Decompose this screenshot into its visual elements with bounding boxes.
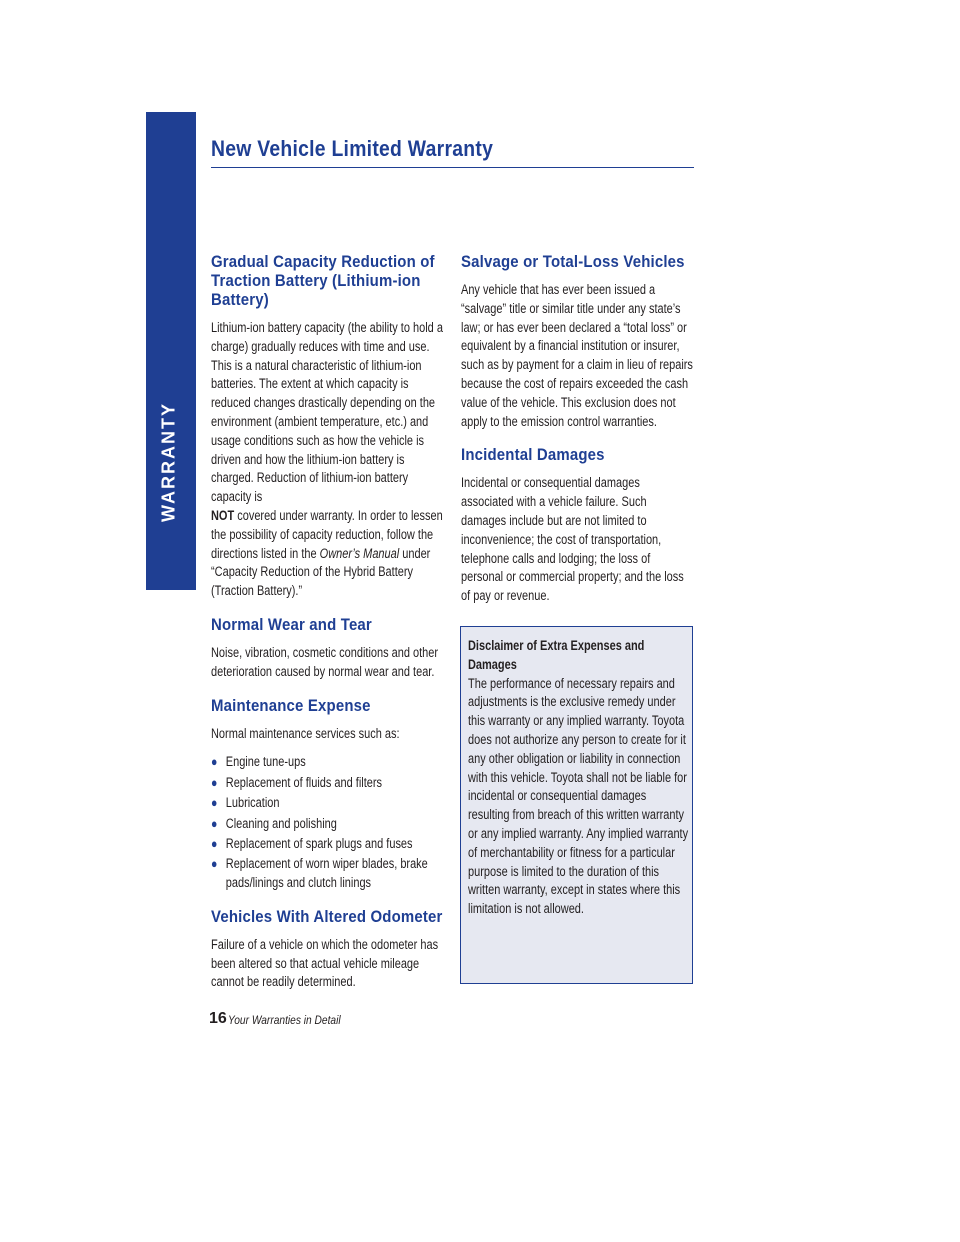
section-body-odometer: Failure of a vehicle on which the odometer has been altered so that actual vehicle mileage cannot be readily determined. — [211, 936, 439, 990]
list-item-text: Replacement of spark plugs and fuses — [225, 835, 413, 851]
disclaimer-body: The performance of necessary repairs and adjustments is the exclusive remedy under this warranty or any implied warranty. Toyota does not authorize any person to create for it any other obligation or liability in connection with this vehicle. Toyota shall not be liable for incidental or consequential damages resulting from breach of this written warranty or any implied warranty. Any implied warranty of merchantability or fitness for a particular purpose is limited to the duration of this written warranty, except in states where this limitation is not allowed. — [468, 675, 689, 917]
bullet-icon: ● — [211, 795, 218, 811]
section-heading-battery: Gradual Capacity Reduction of Traction Battery (Lithium-ion Battery) — [211, 252, 435, 309]
bullet-icon: ● — [211, 815, 218, 831]
title-divider — [211, 167, 694, 168]
section-heading-salvage: Salvage or Total-Loss Vehicles — [461, 252, 685, 271]
list-item-text: Replacement of fluids and filters — [225, 774, 383, 790]
owners-manual-ref: Owner’s Manual — [319, 545, 400, 561]
bullet-icon: ● — [211, 835, 218, 851]
section-body-salvage: Any vehicle that has ever been issued a “salvage” title or similar title under any state’s law; or has ever been declared a “total loss” or equivalent by a financial institution or insurer, such as by payment for a claim in lieu of repairs because the cost of repairs exceeded the cash value of the vehicle. This exclusion does not apply to the emission control warranties. — [461, 282, 693, 429]
list-item — [211, 815, 444, 834]
not-emphasis: NOT — [211, 507, 235, 523]
battery-text-c: under “Capacity Reduction of the Hybrid Battery (Traction Battery).” — [211, 545, 431, 599]
left-column — [211, 252, 443, 992]
list-item — [211, 753, 444, 772]
list-item-text: Lubrication — [225, 795, 280, 811]
section-body-incidental: Incidental or consequential damages associated with a vehicle failure. Such damages include but are not limited to inconvenience; the cost of transportation, telephone calls and lodging; the loss of personal or commercial property; and the loss of pay or revenue. — [461, 475, 684, 604]
list-item-text: Engine tune-ups — [225, 754, 306, 770]
battery-text-a: Lithium-ion battery capacity (the ability to hold a charge) gradually reduces with time and use. This is a natural characteristic of lithium-ion batteries. The extent at which capacity is reduced changes drastically depending on the environment (ambient temperature, etc.) and usage conditions such as how the vehicle is driven and how the lithium-ion battery is charged. Reduction of lithium-ion battery capacity is — [211, 320, 443, 505]
section-body-maintenance: Normal maintenance services such as: — [211, 725, 400, 741]
list-item — [211, 774, 444, 793]
page-number: 16 — [209, 1010, 227, 1027]
bullet-icon: ● — [211, 754, 218, 770]
list-item — [211, 794, 444, 813]
section-body-wear: Noise, vibration, cosmetic conditions and other deterioration caused by normal wear and tear. — [211, 644, 439, 679]
list-item — [211, 835, 444, 854]
footer-text: Your Warranties in Detail — [228, 1013, 341, 1027]
battery-text-b: covered under warranty. In order to lessen the possibility of capacity reduction, follow the directions listed in the — [211, 507, 443, 561]
list-item-text: Replacement of worn wiper blades, brake pads/linings and clutch linings — [225, 856, 428, 891]
section-body-battery — [211, 319, 444, 601]
right-column — [461, 252, 693, 606]
maintenance-list — [211, 753, 443, 893]
page-title: New Vehicle Limited Warranty — [211, 136, 494, 161]
list-item — [211, 855, 444, 893]
section-heading-incidental: Incidental Damages — [461, 445, 605, 465]
disclaimer-box — [460, 626, 693, 984]
side-tab — [146, 112, 196, 590]
bullet-icon: ● — [211, 856, 218, 872]
section-heading-odometer: Vehicles With Altered Odometer — [211, 906, 443, 926]
bullet-icon: ● — [211, 774, 218, 790]
section-heading-maintenance: Maintenance Expense — [211, 695, 371, 715]
side-tab-label: WARRANTY — [158, 402, 179, 522]
section-heading-wear: Normal Wear and Tear — [211, 614, 372, 634]
list-item-text: Cleaning and polishing — [225, 815, 337, 831]
disclaimer-heading: Disclaimer of Extra Expenses and Damages — [468, 638, 645, 672]
